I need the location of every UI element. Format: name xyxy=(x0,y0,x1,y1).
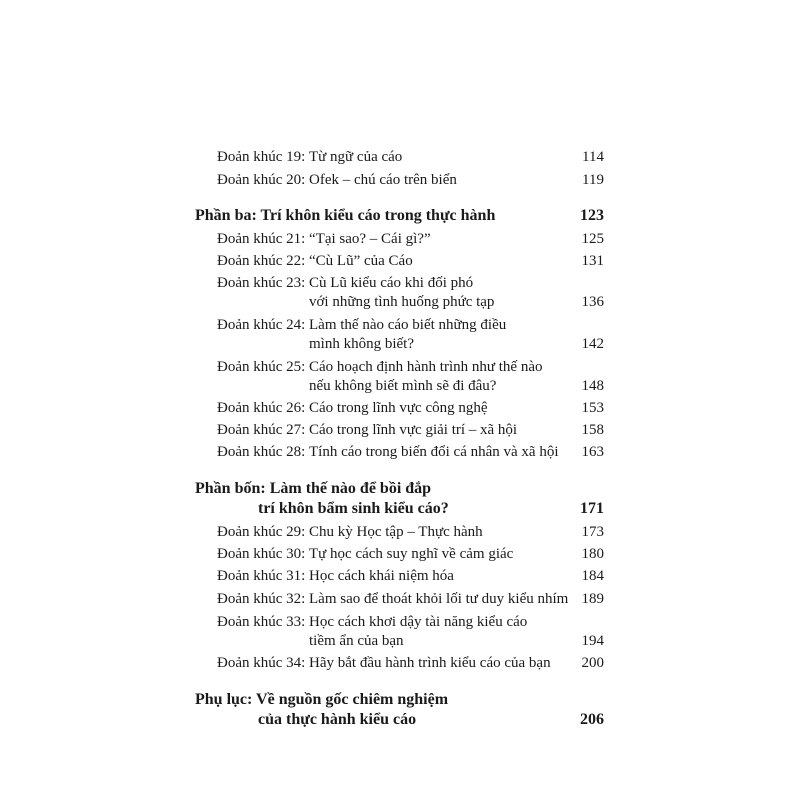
toc-entry-continued xyxy=(0,632,800,650)
appendix-page: 206 xyxy=(580,711,604,728)
toc-entry xyxy=(0,230,800,248)
entry-title: Học cách khơi dậy tài năng kiểu cáo xyxy=(309,614,528,630)
appendix-title-continued: của thực hành kiểu cáo xyxy=(258,711,417,728)
entry-label: Đoản khúc 32: xyxy=(217,591,306,607)
appendix-title: Phụ lục: Về nguồn gốc chiêm nghiệm xyxy=(195,691,449,708)
entry-label: Đoản khúc 26: xyxy=(217,400,306,416)
toc-entry xyxy=(0,148,800,166)
entry-page: 194 xyxy=(581,633,604,649)
entry-label: Đoản khúc 25: xyxy=(217,359,306,375)
entry-title-continued: với những tình huống phức tạp xyxy=(309,294,495,310)
entry-page: 158 xyxy=(581,422,604,438)
toc-entry xyxy=(0,358,800,376)
part-page: 123 xyxy=(580,207,604,224)
toc-entry xyxy=(0,613,800,631)
entry-page: 153 xyxy=(581,400,604,416)
entry-page: 189 xyxy=(581,591,604,607)
entry-title: “Tại sao? – Cái gì?” xyxy=(309,231,431,247)
part-page: 171 xyxy=(580,500,604,517)
entry-label: Đoản khúc 24: xyxy=(217,317,306,333)
entry-title: Tính cáo trong biến đổi cá nhân và xã hội xyxy=(309,444,559,460)
entry-title: Hãy bắt đầu hành trình kiểu cáo của bạn xyxy=(309,655,551,671)
entry-label: Đoản khúc 20: xyxy=(217,172,306,188)
entry-page: 119 xyxy=(582,172,604,188)
toc-entry xyxy=(0,421,800,439)
toc-entry xyxy=(0,399,800,417)
entry-label: Đoản khúc 27: xyxy=(217,422,306,438)
toc-entry xyxy=(0,274,800,292)
toc-entry-continued xyxy=(0,293,800,311)
part-title-continued: trí khôn bẩm sinh kiểu cáo? xyxy=(258,500,449,517)
entry-page: 131 xyxy=(581,253,604,269)
toc-entry-continued xyxy=(0,377,800,395)
entry-title: Từ ngữ của cáo xyxy=(309,149,403,165)
entry-title: Học cách khái niệm hóa xyxy=(309,568,454,584)
toc-entry xyxy=(0,523,800,541)
entry-label: Đoản khúc 28: xyxy=(217,444,306,460)
entry-label: Đoản khúc 29: xyxy=(217,524,306,540)
entry-title: Tự học cách suy nghĩ về cảm giác xyxy=(309,546,514,562)
entry-label: Đoản khúc 31: xyxy=(217,568,306,584)
entry-label: Đoản khúc 30: xyxy=(217,546,306,562)
toc-entry xyxy=(0,590,800,608)
toc-entry xyxy=(0,443,800,461)
entry-title-continued: nếu không biết mình sẽ đi đâu? xyxy=(309,378,497,394)
entry-title: Làm thế nào cáo biết những điều xyxy=(309,317,507,333)
entry-label: Đoản khúc 22: xyxy=(217,253,306,269)
entry-page: 142 xyxy=(581,336,604,352)
entry-page: 136 xyxy=(581,294,604,310)
toc-entry xyxy=(0,545,800,563)
toc-entry xyxy=(0,171,800,189)
entry-title-continued: tiềm ẩn của bạn xyxy=(309,633,404,649)
entry-title: Làm sao để thoát khỏi lối tư duy kiểu nhím xyxy=(309,591,569,607)
entry-title: Cù Lũ kiểu cáo khi đối phó xyxy=(309,275,474,291)
entry-page: 200 xyxy=(581,655,604,671)
toc-entry xyxy=(0,567,800,585)
entry-title: “Cù Lũ” của Cáo xyxy=(309,253,413,269)
entry-page: 114 xyxy=(582,149,604,165)
entry-label: Đoản khúc 23: xyxy=(217,275,306,291)
entry-page: 184 xyxy=(581,568,604,584)
entry-title: Cáo trong lĩnh vực giải trí – xã hội xyxy=(309,422,518,438)
toc-entry-continued xyxy=(0,335,800,353)
entry-label: Đoản khúc 21: xyxy=(217,231,306,247)
toc-entry xyxy=(0,654,800,672)
entry-title-continued: mình không biết? xyxy=(309,336,414,352)
part-title: Phần ba: Trí khôn kiểu cáo trong thực hành xyxy=(195,207,496,224)
entry-label: Đoản khúc 33: xyxy=(217,614,306,630)
toc-entry xyxy=(0,252,800,270)
entry-page: 180 xyxy=(581,546,604,562)
entry-title: Cáo trong lĩnh vực công nghệ xyxy=(309,400,488,416)
entry-title: Ofek – chú cáo trên biển xyxy=(309,172,457,188)
entry-page: 148 xyxy=(581,378,604,394)
entry-title: Cáo hoạch định hành trình như thế nào xyxy=(309,359,543,375)
entry-title: Chu kỳ Học tập – Thực hành xyxy=(309,524,483,540)
entry-label: Đoản khúc 19: xyxy=(217,149,306,165)
part-title: Phần bốn: Làm thế nào để bồi đắp xyxy=(195,480,432,497)
entry-page: 125 xyxy=(581,231,604,247)
entry-label: Đoản khúc 34: xyxy=(217,655,306,671)
entry-page: 173 xyxy=(581,524,604,540)
toc-entry xyxy=(0,316,800,334)
entry-page: 163 xyxy=(581,444,604,460)
